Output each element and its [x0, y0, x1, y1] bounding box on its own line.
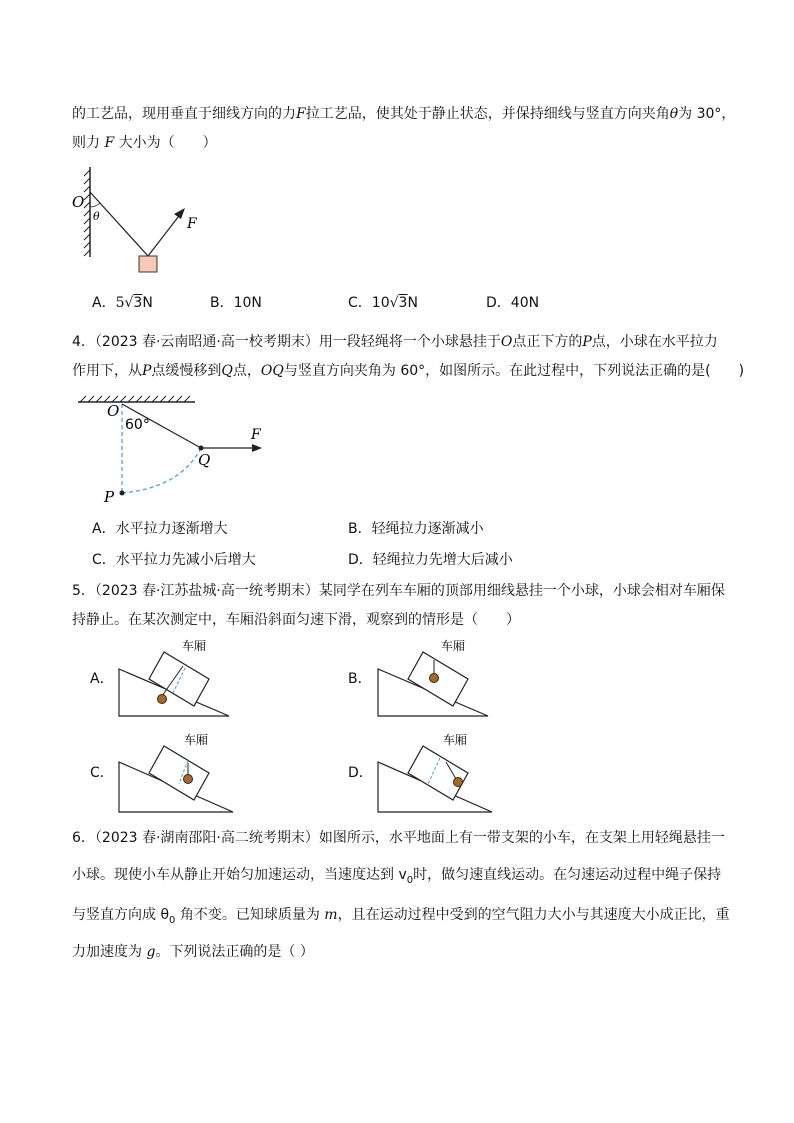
q4-text: 作用下，从	[72, 363, 142, 379]
car-label: 车厢	[441, 639, 466, 653]
option-letter: B．	[348, 671, 372, 687]
q3-var-theta: θ	[669, 106, 679, 122]
q3-text: 则力	[72, 135, 105, 151]
q4-figure	[70, 392, 280, 508]
q4-var-O: O	[500, 334, 513, 350]
q5-option-d[interactable]	[348, 763, 373, 783]
q4-option-c[interactable]	[92, 550, 256, 570]
q6-text: 力加速度为	[72, 944, 147, 960]
ball	[158, 695, 167, 704]
option-letter: A．	[90, 671, 114, 687]
ball	[454, 778, 463, 787]
q5-figure-b	[374, 636, 494, 718]
label-O: O	[72, 193, 85, 211]
radicand: 3	[398, 295, 408, 311]
theta-arc	[90, 203, 100, 207]
label-F: F	[187, 216, 197, 232]
option-letter: C．	[92, 552, 116, 568]
thread	[90, 192, 148, 256]
q5-option-b[interactable]	[348, 669, 372, 689]
ceiling-hatching	[80, 396, 190, 402]
option-unit: N	[142, 295, 153, 311]
option-text: 轻绳拉力先增大后减小	[372, 552, 513, 568]
option-letter: A．	[92, 521, 116, 537]
force-arrowhead	[174, 208, 185, 219]
q5-option-a[interactable]	[90, 669, 114, 689]
q5-option-c[interactable]	[90, 763, 114, 783]
q4-stem-line1	[72, 332, 718, 352]
q6-text: 与竖直方向成 θ	[72, 907, 170, 923]
q4-text: 点缓慢移到	[151, 363, 222, 379]
q6-stem-line2	[72, 865, 721, 891]
q3-option-b[interactable]	[210, 293, 262, 313]
option-letter: C．	[348, 295, 372, 311]
ball	[430, 674, 439, 683]
q6-subscript: 0	[169, 914, 176, 926]
option-letter: C．	[90, 765, 114, 781]
ball-Q	[199, 446, 204, 451]
car-label: 车厢	[182, 639, 207, 653]
q3-option-d[interactable]	[486, 293, 539, 313]
q6-var-m: m	[324, 907, 338, 923]
force-arrowhead	[252, 444, 262, 452]
q4-text: 点，小球在水平拉力	[591, 334, 718, 350]
option-text: 水平拉力逐渐增大	[115, 521, 228, 537]
label-F: F	[251, 427, 261, 443]
q3-option-c[interactable]	[348, 293, 418, 313]
q6-stem-line1	[72, 828, 725, 848]
q3-text: 拉工艺品，使其处于静止状态，并保持细线与竖直方向夹角	[305, 106, 670, 122]
q4-option-b[interactable]	[348, 519, 484, 539]
q4-text: 与竖直方向夹角为 60°，如图所示。在此过程中，下列说法正确的是( )	[283, 363, 745, 379]
ball	[184, 775, 193, 784]
q3-var-F: F	[296, 106, 306, 122]
car-label: 车厢	[443, 733, 468, 747]
q3-var-F: F	[104, 135, 115, 151]
q3-stem-line2	[72, 133, 217, 153]
q6-text: 小球。现使小车从静止开始匀加速运动，当速度达到 v	[72, 867, 407, 883]
sqrt-icon: √	[389, 295, 399, 311]
q4-text: 4．（2023 春·云南昭通·高一校考期末）用一段轻绳将一个小球悬挂于	[72, 334, 501, 350]
q5-stem-line2	[72, 610, 520, 630]
q6-text: 角不变。已知球质量为	[175, 907, 325, 923]
q3-text: 的工艺品，现用垂直于细线方向的力	[72, 106, 296, 122]
craft-block	[139, 256, 157, 272]
q3-stem-line1	[72, 104, 735, 124]
q6-text: 。下列说法正确的是（ ）	[155, 944, 314, 960]
option-value: 10N	[233, 295, 262, 311]
label-angle: 60°	[125, 417, 150, 433]
force-arrow	[148, 212, 182, 256]
label-theta: θ	[93, 210, 100, 223]
q6-stem-line4	[72, 942, 314, 962]
label-O: O	[107, 402, 120, 420]
q5-text: 5．（2023 春·江苏盐城·高一统考期末）某同学在列车车厢的顶部用细线悬挂一个小球，小球会相对车厢保	[72, 583, 725, 599]
radicand: 3	[133, 295, 143, 311]
q4-option-d[interactable]	[348, 550, 513, 570]
label-Q: Q	[198, 451, 211, 469]
car-label: 车厢	[184, 733, 209, 747]
q4-stem-line2	[72, 361, 744, 381]
q4-option-a[interactable]	[92, 519, 228, 539]
option-value: 5	[115, 295, 125, 311]
q5-figure-a	[115, 636, 235, 718]
option-text: 水平拉力先减小后增大	[115, 552, 256, 568]
option-letter: A．	[92, 295, 116, 311]
q5-figure-d	[374, 730, 494, 814]
q5-text: 持静止。在某次测定中，车厢沿斜面匀速下滑，观察到的情形是（ ）	[72, 612, 520, 628]
arc-dashed	[122, 448, 201, 493]
option-letter: D．	[348, 552, 373, 568]
q4-var-OQ: OQ	[260, 363, 284, 379]
q4-var-P: P	[142, 363, 152, 379]
option-text: 轻绳拉力逐渐减小	[371, 521, 484, 537]
q6-stem-line3	[72, 905, 730, 931]
q4-text: 点，	[232, 363, 261, 379]
sqrt-icon: √	[124, 295, 134, 311]
q3-option-a[interactable]	[92, 293, 153, 313]
option-letter: B．	[348, 521, 372, 537]
q6-text: ，且在运动过程中受到的空气阻力大小与其速度大小成正比，重	[337, 907, 730, 923]
q4-var-P: P	[582, 334, 592, 350]
wall-hatching	[84, 170, 90, 256]
option-letter: D．	[348, 765, 373, 781]
q6-text: 6．（2023 春·湖南邵阳·高二统考期末）如图所示，水平地面上有一带支架的小车，在支架上用轻绳悬挂一	[72, 830, 725, 846]
q6-text: 时，做匀速直线运动。在匀速运动过程中绳子保持	[413, 867, 722, 883]
q5-figure-c	[115, 730, 235, 814]
option-value: 40N	[510, 295, 540, 311]
label-P: P	[104, 488, 115, 506]
option-value: 10	[371, 295, 390, 311]
option-letter: D．	[486, 295, 511, 311]
ball-P	[120, 491, 125, 496]
q3-text: 大小为（ ）	[114, 135, 217, 151]
q3-text: 为 30°，	[678, 106, 736, 122]
q6-subscript: 0	[406, 874, 414, 886]
q4-var-Q: Q	[221, 363, 233, 379]
q5-stem-line1	[72, 581, 725, 601]
option-unit: N	[407, 295, 418, 311]
option-letter: B．	[210, 295, 234, 311]
q6-var-g: g	[146, 944, 156, 960]
q3-figure	[70, 162, 210, 280]
q4-text: 点正下方的	[512, 334, 583, 350]
